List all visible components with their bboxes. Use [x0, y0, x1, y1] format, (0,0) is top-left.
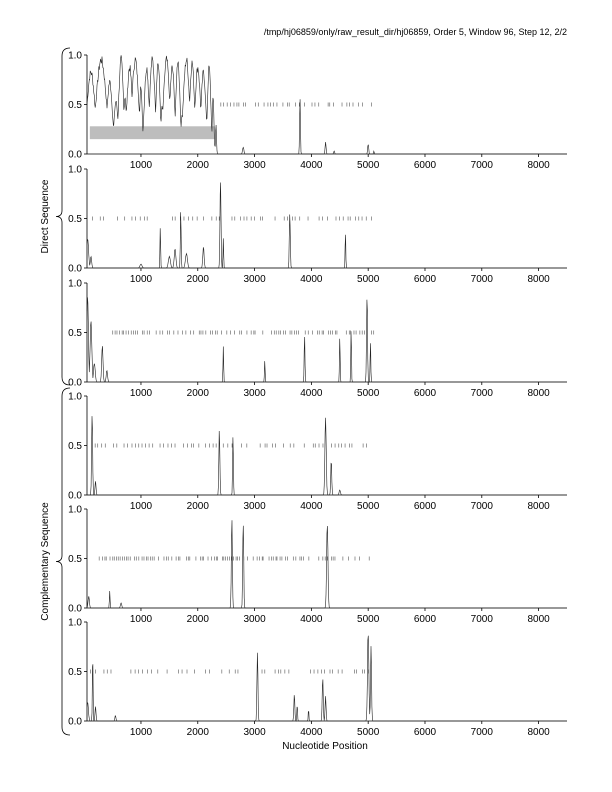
y-tick-label: 0.0: [68, 263, 82, 275]
panels: [68, 51, 567, 739]
x-tick-label: 4000: [300, 614, 323, 625]
group-labels: [40, 48, 70, 735]
x-tick-label: 5000: [357, 727, 380, 738]
x-tick-label: 7000: [470, 727, 493, 738]
y-tick-label: 1.0: [68, 504, 82, 516]
panel-2: [68, 165, 567, 286]
x-tick-label: 6000: [413, 614, 437, 625]
x-tick-label: 4000: [300, 501, 323, 512]
x-tick-label: 4000: [300, 274, 323, 285]
x-tick-label: 2000: [186, 274, 209, 285]
x-tick-label: 8000: [527, 727, 550, 738]
tick-row: [93, 217, 372, 221]
x-tick-label: 4000: [300, 160, 323, 171]
x-tick-label: 1000: [129, 274, 153, 285]
series-line: [87, 55, 567, 154]
x-tick-label: 2000: [186, 160, 209, 171]
x-tick-label: 5000: [357, 501, 380, 512]
x-tick-label: 6000: [413, 274, 437, 285]
x-tick-label: 3000: [243, 388, 266, 399]
x-tick-label: 4000: [300, 388, 323, 399]
x-tick-label: 1000: [129, 614, 153, 625]
x-tick-label: 6000: [413, 501, 437, 512]
y-tick-label: 0.0: [68, 490, 82, 502]
x-tick-label: 7000: [470, 274, 493, 285]
y-tick-label: 0.5: [68, 667, 82, 678]
tick-row: [113, 331, 374, 335]
y-tick-label: 0.0: [68, 149, 82, 161]
x-tick-label: 2000: [186, 501, 209, 512]
x-tick-label: 3000: [243, 274, 266, 285]
x-tick-label: 8000: [527, 388, 550, 399]
y-tick-label: 1.0: [68, 617, 82, 629]
x-tick-label: 1000: [129, 727, 153, 738]
y-tick-label: 1.0: [68, 391, 82, 403]
x-axis-label: Nucleotide Position: [282, 741, 368, 752]
x-tick-label: 6000: [413, 160, 437, 171]
x-tick-label: 3000: [243, 727, 266, 738]
x-tick-label: 5000: [357, 160, 380, 171]
x-tick-label: 2000: [186, 614, 209, 625]
series-line: [87, 636, 567, 721]
x-tick-label: 1000: [129, 501, 153, 512]
panel-3: [68, 279, 567, 400]
x-tick-label: 4000: [300, 727, 323, 738]
panel-5: [68, 505, 567, 626]
x-tick-label: 8000: [527, 274, 550, 285]
x-tick-label: 7000: [470, 388, 493, 399]
y-tick-label: 0.5: [68, 100, 82, 111]
y-tick-label: 0.0: [68, 377, 82, 389]
x-tick-label: 7000: [470, 501, 493, 512]
y-tick-label: 0.5: [68, 328, 82, 339]
series-line: [87, 416, 567, 495]
y-tick-label: 1.0: [68, 278, 82, 290]
series-line: [87, 297, 567, 382]
y-tick-label: 0.5: [68, 441, 82, 452]
panel-1: [68, 51, 567, 172]
figure-header: /tmp/hj06859/only/raw_result_dir/hj06859, Order 5, Window 96, Step 12, 2/2: [263, 27, 567, 37]
tick-row: [90, 670, 368, 674]
x-tick-label: 5000: [357, 274, 380, 285]
x-tick-label: 1000: [129, 388, 153, 399]
x-tick-label: 7000: [470, 614, 493, 625]
x-tick-label: 5000: [357, 388, 380, 399]
series-line: [87, 183, 567, 269]
tick-row: [99, 557, 369, 561]
panel-6: [68, 618, 567, 739]
x-tick-label: 5000: [357, 614, 380, 625]
x-tick-label: 6000: [413, 727, 437, 738]
x-tick-label: 2000: [186, 388, 209, 399]
y-tick-label: 0.5: [68, 554, 82, 565]
y-tick-label: 0.5: [68, 214, 82, 225]
x-tick-label: 8000: [527, 160, 550, 171]
group-label: Direct Sequence: [40, 179, 51, 254]
x-tick-label: 8000: [527, 501, 550, 512]
y-tick-label: 0.0: [68, 603, 82, 615]
x-tick-label: 2000: [186, 727, 209, 738]
y-tick-label: 1.0: [68, 164, 82, 176]
series-line: [87, 520, 567, 608]
x-tick-label: 1000: [129, 160, 153, 171]
y-tick-label: 0.0: [68, 716, 82, 728]
group-label: Complementary Sequence: [40, 502, 51, 621]
x-tick-label: 3000: [243, 614, 266, 625]
gray-band: [90, 126, 215, 139]
x-tick-label: 6000: [413, 388, 437, 399]
y-tick-label: 1.0: [68, 50, 82, 62]
x-tick-label: 7000: [470, 160, 493, 171]
x-tick-label: 3000: [243, 160, 266, 171]
x-tick-label: 8000: [527, 614, 550, 625]
panel-4: [68, 392, 567, 513]
x-tick-label: 3000: [243, 501, 266, 512]
tick-row: [221, 103, 372, 107]
